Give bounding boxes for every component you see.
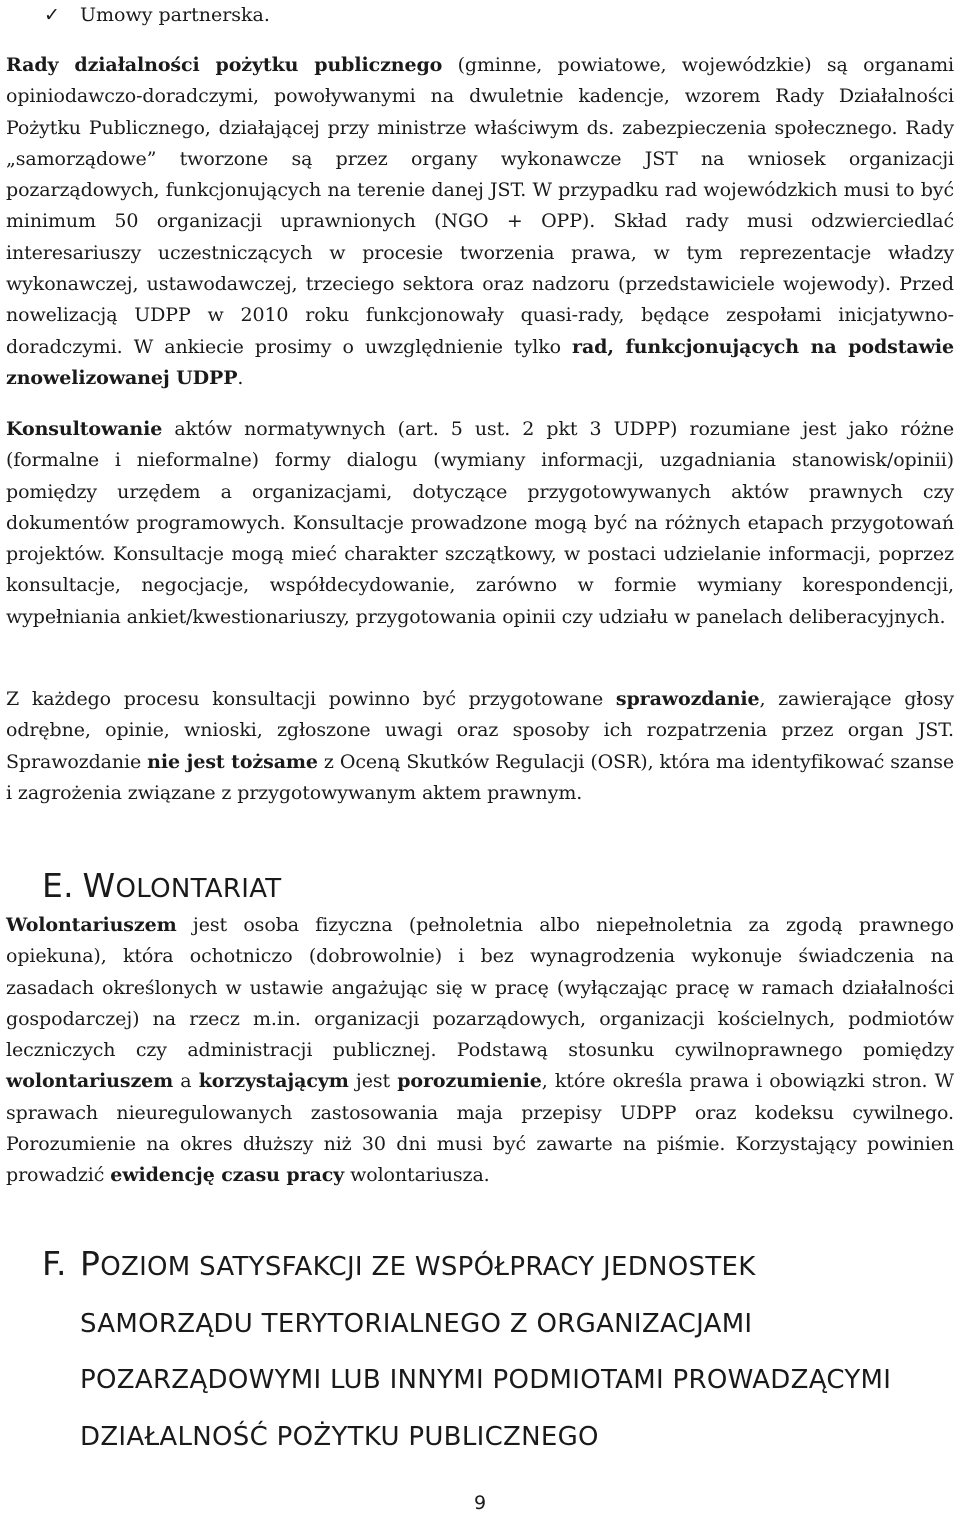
paragraph-text: , zawierające głosy odrębne, opinie, wnioski, zgłoszone uwagi oraz sposoby ich rozpatrzenia przez organ JST. Sprawozdanie bbox=[6, 688, 954, 773]
bold-term: porozumienie bbox=[397, 1070, 542, 1093]
bold-term: Rady działalności pożytku publicznego bbox=[6, 54, 443, 76]
bold-term: korzystającym bbox=[198, 1070, 349, 1093]
heading-rest: OLONTARIAT bbox=[115, 874, 282, 904]
paragraph-wolontariusz bbox=[6, 910, 954, 1192]
bold-term: Konsultowanie bbox=[6, 418, 163, 440]
heading-line-3: POZARZĄDOWYMI LUB INNYMI PODMIOTAMI PROWADZĄCYMI bbox=[80, 1365, 892, 1395]
page-number: 9 bbox=[473, 1492, 487, 1514]
heading-initial: P bbox=[80, 1244, 101, 1283]
section-letter: F. bbox=[42, 1244, 67, 1283]
heading-initial: W bbox=[82, 866, 116, 905]
paragraph-text: jest osoba fizyczna (pełnoletnia albo niepełnoletnia za zgodą prawnego opiekuna), która ochotniczo (dobrowolnie) i bez wynagrodzenia wykonuje świadczenia na zasadach określonych w ustawie angażując się w pracę (wyłączając pracę w ramach działalności gospodarczej) na rzecz m.in. organizacji pozarządowych, organizacji kościelnych, podmiotów leczniczych czy administracji publicznej. Podstawą stosunku cywilnoprawnego pomiędzy bbox=[6, 914, 954, 1062]
bold-term: wolontariuszem bbox=[6, 1070, 174, 1093]
bullet-text: Umowy partnerska. bbox=[80, 4, 270, 26]
paragraph-text: wolontariusza. bbox=[344, 1164, 490, 1187]
bullet-item bbox=[44, 2, 270, 28]
paragraph-text: . bbox=[237, 366, 244, 389]
bold-term: rad, funkcjonujących na podstawie znowelizowanej UDPP bbox=[6, 335, 954, 389]
paragraph-text: jest bbox=[348, 1070, 398, 1093]
paragraph-rady bbox=[6, 50, 954, 394]
paragraph-text: a bbox=[173, 1070, 199, 1093]
bold-term: ewidencję czasu pracy bbox=[110, 1164, 345, 1187]
paragraph-text: , które określa prawa i obowiązki stron. W sprawach nieuregulowanych zastosowania maja przepisy UDPP oraz kodeksu cywilnego. Porozumienie na okres dłuższy niż 30 dni musi być zawarte na piśmie. Korzystający powinien prowadzić bbox=[6, 1070, 954, 1187]
paragraph-sprawozdanie bbox=[6, 684, 954, 809]
paragraph-text: (gminne, powiatowe, wojewódzkie) są organami opiniodawczo-doradczymi, powoływanymi na dwuletnie kadencje, wzorem Rady Działalności Pożytku Publicznego, działającej przy ministrze właściwym ds. zabezpieczenia społecznego. Rady „samorządowe” tworzone są przez organy wykonawcze JST na wniosek organizacji pozarządowych, funkcjonujących na terenie danej JST. W przypadku rad wojewódzkich musi to być minimum 50 organizacji uprawnionych (NGO + OPP). Skład rady musi odzwierciedlać interesariuszy uczestniczących w procesie tworzenia prawa, w tym reprezentacje władzy wykonawczej, ustawodawczej, trzeciego sektora oraz nadzoru (przedstawiciele wojewody). Przed nowelizacją UDPP w 2010 roku funkcjonowały quasi-rady, będące zespołami inicjatywno-doradczymi. W ankiecie prosimy o uwzględnienie tylko bbox=[6, 54, 954, 358]
bold-term: Wolontariuszem bbox=[6, 914, 177, 936]
paragraph-text: Z każdego procesu konsultacji powinno być przygotowane bbox=[6, 688, 616, 710]
section-letter: E. bbox=[42, 866, 74, 905]
section-heading-f bbox=[42, 1236, 942, 1465]
paragraph-text: aktów normatywnych (art. 5 ust. 2 pkt 3 UDPP) rozumiane jest jako różne (formalne i nieformalne) formy dialogu (wymiany informacji, uzgadniania stanowisk/opinii) pomiędzy urzędem a organizacjami, dotyczące przygotowywanych aktów prawnych czy dokumentów programowych. Konsultacje prowadzone mogą być na różnych etapach przygotowań projektów. Konsultacje mogą mieć charakter szczątkowy, w postaci udzielanie informacji, poprzez konsultacje, negocjacje, współdecydowanie, zarówno w formie wymiany korespondencji, wypełniania ankiet/kwestionariuszy, przygotowania opinii czy udziału w panelach deliberacyjnych. bbox=[6, 418, 954, 628]
paragraph-text: z Oceną Skutków Regulacji (OSR), która ma identyfikować szanse i zagrożenia związane z przygotowywanym aktem prawnym. bbox=[6, 750, 954, 804]
heading-line-4: DZIAŁALNOŚĆ POŻYTKU PUBLICZNEGO bbox=[80, 1421, 599, 1452]
heading-line-1: OZIOM SATYSFAKCJI ZE WSPÓŁPRACY JEDNOSTEK bbox=[100, 1252, 756, 1282]
checkmark-icon: ✓ bbox=[44, 4, 60, 26]
bold-term: sprawozdanie bbox=[615, 688, 760, 710]
bold-term: nie jest tożsame bbox=[147, 750, 318, 773]
heading-line-2: SAMORZĄDU TERYTORIALNEGO Z ORGANIZACJAMI bbox=[80, 1308, 753, 1339]
paragraph-konsultowanie bbox=[6, 414, 954, 633]
section-heading-e bbox=[42, 864, 281, 911]
